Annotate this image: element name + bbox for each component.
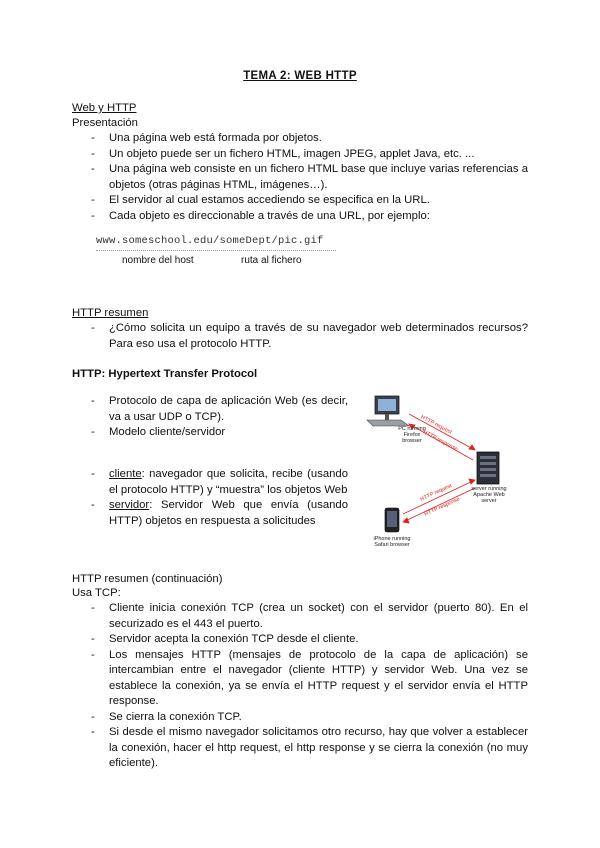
server-icon (477, 452, 499, 484)
list-item: - Los mensajes HTTP (mensajes de protocolo de la capa de aplicación) se intercambian entre el navegador (cliente HTTP) y servidor Web. Una vez se establece la conexión, ya se envía el HTTP request y el servidor envía el HTTP response. (91, 648, 528, 707)
subheading-presentacion: Presentación (72, 117, 138, 129)
subheading-usa-tcp: Usa TCP: (72, 587, 121, 599)
url-label-host: nombre del host (122, 255, 194, 266)
list-item: - ¿Cómo solicita un equipo a través de su navegador web determinados recursos? Para eso usa el protocolo HTTP. (91, 322, 528, 350)
arrow-label-request-1: HTTP request (419, 414, 453, 436)
bullet-list-client-server (72, 467, 348, 529)
document-title: TEMA 2: WEB HTTP (243, 70, 357, 82)
list-item: - Un objeto puede ser un fichero HTML, imagen JPEG, applet Java, etc. ... (91, 147, 475, 160)
server-label: server running Apache Web server (471, 486, 507, 504)
section-heading-web-http: Web y HTTP (72, 102, 137, 114)
arrow-label-response-2: HTTP response (423, 496, 461, 518)
phone-label: iPhone running Safari browser (373, 536, 411, 548)
bullet-list-tcp (72, 601, 528, 772)
client-server-diagram (357, 390, 517, 562)
section-heading-http-protocol: HTTP: Hypertext Transfer Protocol (72, 368, 258, 380)
arrow-label-request-2: HTTP request (419, 483, 453, 503)
list-item: - Cada objeto es direccionable a través de una URL, por ejemplo: (91, 209, 430, 222)
section-heading-continuacion: HTTP resumen (continuación) (72, 573, 223, 585)
phone-icon (385, 508, 399, 532)
list-item: - cliente: navegador que solicita, recibe (usando el protocolo HTTP) y “muestra” los objetos Web (91, 468, 348, 496)
pc-icon (367, 396, 409, 426)
list-item: - Cliente inicia conexión TCP (crea un socket) con el servidor (puerto 80). En el securizado es el 443 el puerto. (91, 602, 528, 630)
list-item: - Se cierra la conexión TCP. (91, 710, 242, 723)
url-label-path: ruta al fichero (241, 255, 302, 266)
bullet-list-presentacion (72, 131, 528, 224)
arrow-label-response-1: HTTP response (421, 429, 459, 453)
url-underline-divider (96, 248, 336, 251)
url-example: www.someschool.edu/someDept/pic.gif (96, 235, 324, 247)
list-item: - servidor: Servidor Web que envía (usando HTTP) objetos en respuesta a solicitudes (91, 499, 348, 527)
list-item: - Si desde el mismo navegador solicitamos otro recurso, hay que volver a establecer la conexión, hacer el http request, el http response y se cierra la conexión (no muy eficiente). (91, 726, 528, 769)
list-item: - Modelo cliente/servidor (91, 426, 226, 438)
list-item: - Servidor acepta la conexión TCP desde el cliente. (91, 633, 359, 645)
bullet-list-http-resumen (72, 321, 528, 352)
list-item: - Una página web consiste en un fichero HTML base que incluye varias referencias a objetos (otras páginas HTML, imágenes…). (91, 163, 528, 191)
list-item: - Una página web está formada por objetos. (91, 132, 322, 144)
list-item: - El servidor al cual estamos accediendo se especifica en la URL. (91, 194, 430, 206)
list-item: - Protocolo de capa de aplicación Web (es decir, va a usar UDP o TCP). (91, 395, 348, 423)
pc-label: PC running Firefox browser (398, 426, 426, 444)
section-heading-http-resumen: HTTP resumen (72, 307, 149, 319)
bullet-list-protocol (72, 394, 348, 441)
